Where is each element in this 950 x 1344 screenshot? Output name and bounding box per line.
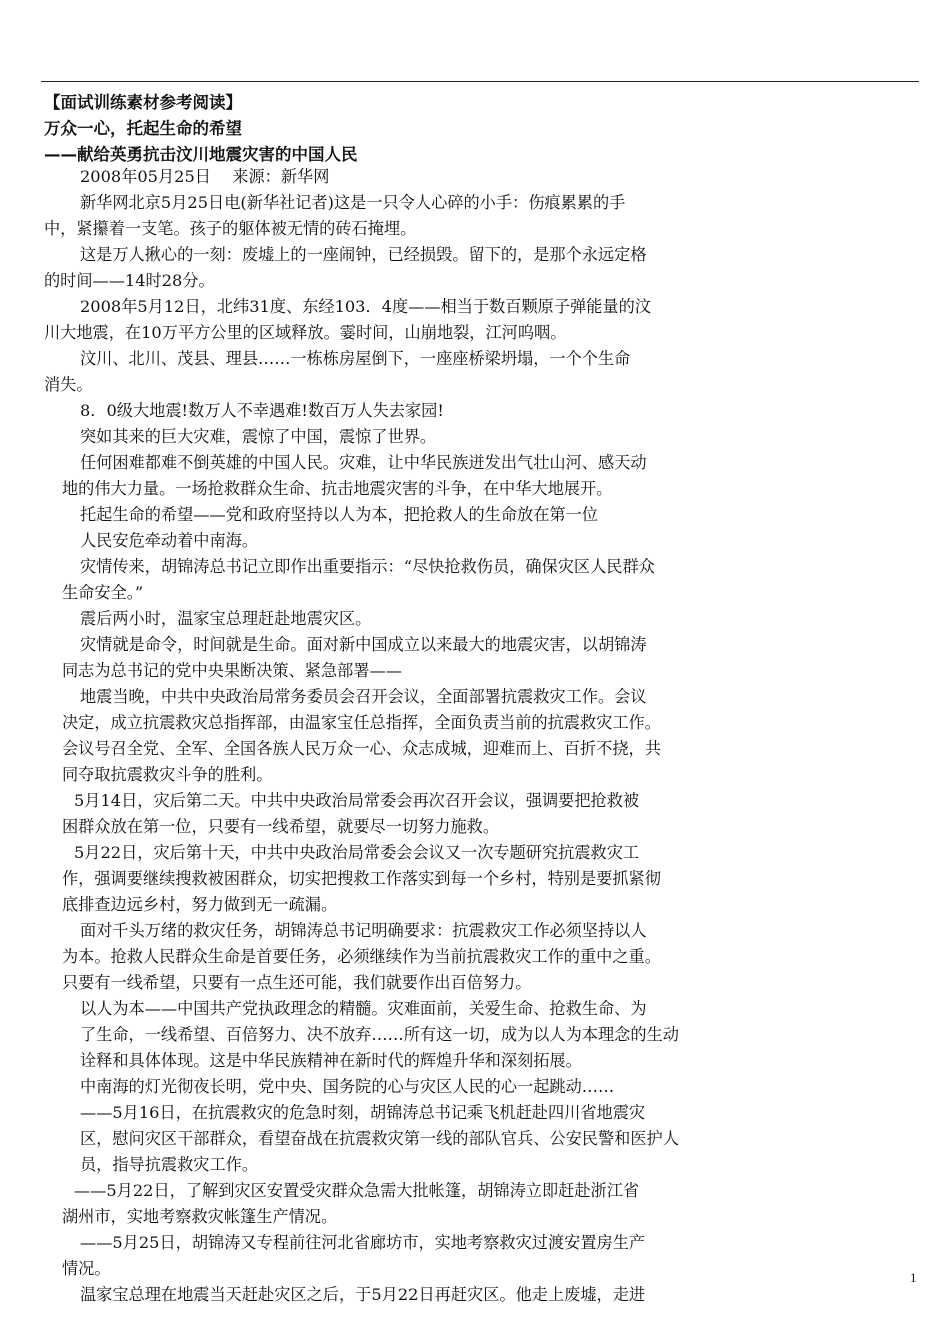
text-line: 2008年5月12日，北纬31度、东经103．4度——相当于数百颗原子弹能量的汶 [80, 297, 651, 316]
text-line: 员，指导抗震救灾工作。 [80, 1155, 259, 1174]
text-line: 诠释和具体体现。这是中华民族精神在新时代的辉煌升华和深刻拓展。 [80, 1051, 582, 1070]
header-rule [41, 81, 919, 82]
text-line: ——5月25日，胡锦涛又专程前往河北省廊坊市，实地考察救灾过渡安置房生产 [80, 1233, 646, 1252]
text-line: 灾情传来，胡锦涛总书记立即作出重要指示：“尽快抢救伤员，确保灾区人民群众 [80, 557, 655, 576]
text-line: 中，紧攥着一支笔。孩子的躯体被无情的砖石掩埋。 [44, 219, 417, 238]
text-line: 突如其来的巨大灾难，震惊了中国，震惊了世界。 [80, 427, 437, 446]
text-line: 生命安全。” [62, 583, 144, 602]
text-line: 湖州市，实地考察救灾帐篷生产情况。 [62, 1207, 338, 1226]
text-line: 灾情就是命令，时间就是生命。面对新中国成立以来最大的地震灾害，以胡锦涛 [80, 635, 647, 654]
text-line: 消失。 [44, 375, 93, 394]
text-line: 这是万人揪心的一刻：废墟上的一座闹钟，已经损毁。留下的，是那个永远定格 [80, 245, 647, 264]
page-number: 1 [910, 1270, 917, 1285]
text-line: 同志为总书记的党中央果断决策、紧急部署—— [62, 661, 402, 680]
text-line: 温家宝总理在地震当天赶赴灾区之后，于5月22日再赶灾区。他走上废墟，走进 [80, 1285, 646, 1304]
text-line: 了生命，一线希望、百倍努力、决不放弃……所有这一切，成为以人为本理念的生动 [80, 1025, 679, 1044]
text-line: 只要有一线希望，只要有一点生还可能，我们就要作出百倍努力。 [62, 973, 532, 992]
text-line: 同夺取抗震救灾斗争的胜利。 [62, 765, 273, 784]
text-line: 困群众放在第一位，只要有一线希望，就要尽一切努力施救。 [62, 817, 500, 836]
text-line: 2008年05月25日 来源：新华网 [80, 167, 330, 186]
text-line: 震后两小时，温家宝总理赶赴地震灾区。 [80, 609, 372, 628]
text-line: ——5月22日，了解到灾区安置受灾群众急需大批帐篷，胡锦涛立即赶赴浙江省 [74, 1181, 640, 1200]
text-line: 汶川、北川、茂县、理县……一栋栋房屋倒下，一座座桥梁坍塌，一个个生命 [80, 349, 631, 368]
page-subtitle: ——献给英勇抗击汶川地震灾害的中国人民 [44, 145, 358, 164]
text-line: 为本。抢救人民群众生命是首要任务，必须继续作为当前抗震救灾工作的重中之重。 [62, 947, 661, 966]
text-line: 以人为本——中国共产党执政理念的精髓。灾难面前，关爱生命、抢救生命、为 [80, 999, 647, 1018]
text-line: 8．0级大地震!数万人不幸遇难!数百万人失去家园! [80, 401, 444, 420]
text-line: 5月14日，灾后第二天。中共中央政治局常委会再次召开会议，强调要把抢救被 [74, 791, 640, 810]
text-line: 会议号召全党、全军、全国各族人民万众一心、众志成城，迎难而上、百折不挠，共 [62, 739, 661, 758]
text-line: 地的伟大力量。一场抢救群众生命、抗击地震灾害的斗争，在中华大地展开。 [62, 479, 613, 498]
text-line: 地震当晚，中共中央政治局常务委员会召开会议，全面部署抗震救灾工作。会议 [80, 687, 647, 706]
text-line: ——5月16日，在抗震救灾的危急时刻，胡锦涛总书记乘飞机赶赴四川省地震灾 [80, 1103, 646, 1122]
page-title: 万众一心，托起生命的希望 [44, 119, 242, 138]
text-line: 的时间——14时28分。 [44, 271, 215, 290]
text-line: 川大地震，在10万平方公里的区域释放。霎时间，山崩地裂，江河呜咽。 [44, 323, 567, 342]
text-line: 人民安危牵动着中南海。 [80, 531, 259, 550]
section-label: 【面试训练素材参考阅读】 [44, 93, 242, 112]
text-line: 决定，成立抗震救灾总指挥部，由温家宝任总指挥，全面负责当前的抗震救灾工作。 [62, 713, 661, 732]
text-line: 新华网北京5月25日电(新华社记者)这是一只令人心碎的小手：伤痕累累的手 [80, 193, 626, 212]
text-line: 面对千头万绪的救灾任务，胡锦涛总书记明确要求：抗震救灾工作必须坚持以人 [80, 921, 647, 940]
text-line: 作，强调要继续搜救被困群众，切实把搜救工作落实到每一个乡村，特别是要抓紧彻 [62, 869, 661, 888]
text-line: 任何困难都难不倒英雄的中国人民。灾难，让中华民族迸发出气壮山河、感天动 [80, 453, 647, 472]
text-line: 5月22日，灾后第十天，中共中央政治局常委会会议又一次专题研究抗震救灾工 [74, 843, 640, 862]
text-line: 中南海的灯光彻夜长明，党中央、国务院的心与灾区人民的心一起跳动…… [80, 1077, 615, 1096]
text-line: 托起生命的希望——党和政府坚持以人为本，把抢救人的生命放在第一位 [80, 505, 598, 524]
text-line: 区，慰问灾区干部群众，看望奋战在抗震救灾第一线的部队官兵、公安民警和医护人 [80, 1129, 679, 1148]
text-line: 底排查边远乡村，努力做到无一疏漏。 [62, 895, 338, 914]
text-line: 情况。 [62, 1259, 111, 1278]
